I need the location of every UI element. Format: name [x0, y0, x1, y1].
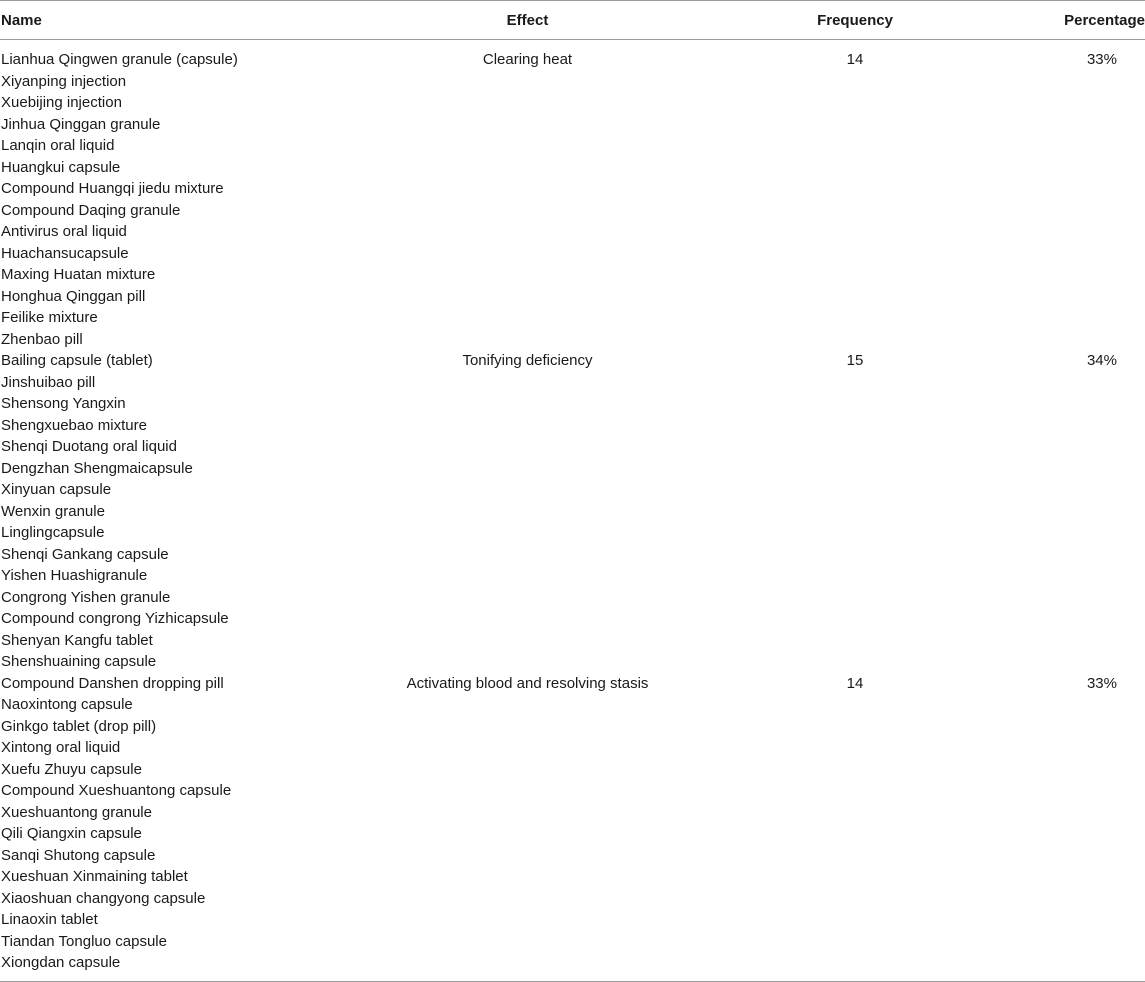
- drug-name: Huangkui capsule: [1, 158, 121, 176]
- frequency-cell: 15: [846, 352, 864, 369]
- drug-name: Xuebijing injection: [1, 94, 122, 111]
- drug-name: Linaoxin tablet: [1, 911, 98, 928]
- drug-name: Xiongdan capsule: [1, 954, 121, 971]
- drug-name: Honghua Qinggan pill: [1, 287, 146, 305]
- drug-name: Xiaoshuan changyong capsule: [1, 889, 206, 907]
- drug-name: Yishen Huashigranule: [1, 567, 148, 584]
- drug-name: Feilike mixture: [1, 309, 98, 326]
- drug-name: Zhenbao pill: [1, 330, 83, 348]
- drug-name: Bailing capsule (tablet): [1, 352, 153, 369]
- name-list: [0, 49, 355, 350]
- drug-name: Xueshuantong granule: [1, 803, 152, 821]
- drug-name: Xiyanping injection: [1, 72, 127, 90]
- drug-name: Compound Huangqi jiedu mixture: [1, 180, 224, 197]
- drug-name: Xuefu Zhuyu capsule: [1, 760, 142, 778]
- effect-cell: Tonifying deficiency: [462, 352, 593, 369]
- drug-name: Congrong Yishen granule: [1, 588, 171, 606]
- drug-name: Lanqin oral liquid: [1, 137, 115, 154]
- effect-cell: Activating blood and resolving stasis: [406, 674, 649, 692]
- table-row: [0, 673, 1145, 974]
- name-list: [0, 673, 355, 974]
- drug-name: Antivirus oral liquid: [1, 223, 127, 240]
- drug-name: Jinhua Qinggan granule: [1, 115, 161, 133]
- header-percentage: Percentage: [1064, 11, 1145, 29]
- percentage-cell: 34%: [1086, 352, 1117, 369]
- table-body: [0, 40, 1145, 974]
- drug-name: Xueshuan Xinmaining tablet: [1, 868, 188, 885]
- effect-cell: Clearing heat: [482, 51, 573, 68]
- drug-name: Ginkgo tablet (drop pill): [1, 717, 157, 735]
- drug-name: Naoxintong capsule: [1, 696, 133, 713]
- drug-name: Maxing Huatan mixture: [1, 266, 156, 283]
- name-list: [0, 350, 355, 673]
- drug-name: Compound Daqing granule: [1, 201, 181, 219]
- drug-name: Wenxin granule: [1, 502, 105, 520]
- drug-name: Tiandan Tongluo capsule: [1, 932, 167, 950]
- drug-name: Xinyuan capsule: [1, 481, 112, 498]
- table-row: [0, 49, 1145, 350]
- drug-name: Qili Qiangxin capsule: [1, 825, 142, 842]
- frequency-cell: 14: [846, 674, 864, 692]
- drug-name: Linglingcapsule: [1, 524, 105, 541]
- drug-name: Compound Xueshuantong capsule: [1, 782, 232, 799]
- drug-name: Shenshuaining capsule: [1, 653, 157, 670]
- drug-name: Dengzhan Shengmaicapsule: [1, 459, 193, 477]
- table-row: [0, 350, 1145, 673]
- header-effect: Effect: [506, 11, 549, 29]
- header-name: Name: [1, 11, 42, 29]
- drug-name: Shenqi Duotang oral liquid: [1, 438, 177, 455]
- header-frequency: Frequency: [817, 11, 893, 29]
- drug-name: Shenyan Kangfu tablet: [1, 631, 153, 649]
- drug-name: Compound congrong Yizhicapsule: [1, 610, 229, 627]
- drug-name: Shenqi Gankang capsule: [1, 545, 169, 563]
- drug-name: Shensong Yangxin: [1, 395, 126, 412]
- table-header: [0, 1, 1145, 39]
- drug-name: Sanqi Shutong capsule: [1, 846, 156, 864]
- drug-name: Xintong oral liquid: [1, 739, 121, 756]
- percentage-cell: 33%: [1086, 674, 1117, 692]
- percentage-cell: 33%: [1086, 51, 1117, 68]
- drug-name: Jinshuibao pill: [1, 373, 96, 391]
- drug-name: Huachansucapsule: [1, 244, 129, 262]
- drug-name: Lianhua Qingwen granule (capsule): [1, 51, 238, 68]
- frequency-cell: 14: [846, 51, 864, 68]
- drug-name: Shengxuebao mixture: [1, 416, 147, 434]
- drug-name: Compound Danshen dropping pill: [1, 674, 224, 692]
